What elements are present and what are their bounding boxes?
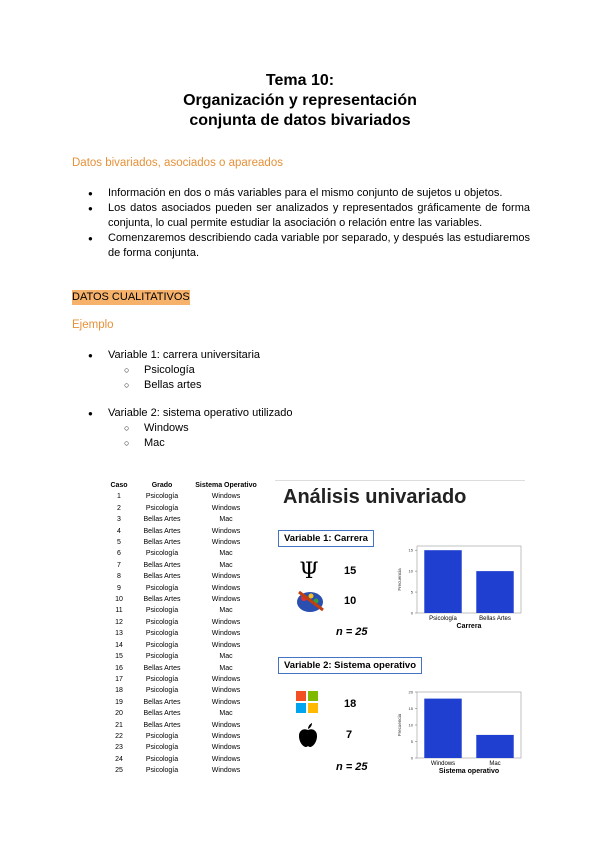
psicologia-count: 15 (344, 565, 357, 577)
windows-icon (295, 690, 319, 719)
case-number: 4 (117, 527, 121, 535)
carrera-bar-1 (476, 571, 513, 613)
grado-cell: Bellas Artes (143, 710, 181, 718)
table-row (105, 742, 261, 753)
sistema-cell: Mac (219, 710, 233, 718)
sistema-cell: Windows (211, 721, 241, 729)
case-number: 18 (115, 687, 123, 695)
table-row (105, 548, 261, 559)
sistema-xtick-label: Windows (430, 761, 456, 767)
var2-n-total: n = 25 (336, 761, 368, 773)
case-number: 7 (117, 561, 121, 569)
sistema-cell: Windows (211, 630, 241, 638)
case-number: 5 (117, 539, 121, 547)
grado-cell: Bellas Artes (143, 721, 181, 729)
carrera-xlabel: Carrera (456, 623, 482, 630)
table-row (105, 628, 261, 639)
carrera-ytick-label: 0 (410, 610, 413, 616)
grado-cell: Psicología (145, 755, 179, 763)
table-row (105, 560, 261, 571)
case-number: 19 (115, 698, 123, 706)
grado-cell: Psicología (145, 630, 179, 638)
sub-bullet-item: ○ Mac (144, 436, 530, 451)
variable-1-box: Variable 1: Carrera (278, 530, 374, 547)
case-number: 16 (115, 664, 123, 672)
table-row (105, 674, 261, 685)
sub-bullet-item: ○ Bellas artes (144, 378, 530, 393)
table-row (105, 663, 261, 674)
case-number: 24 (115, 755, 123, 763)
sistema-cell: Mac (219, 550, 233, 558)
grado-cell: Psicología (145, 493, 179, 501)
sistema-cell: Windows (211, 539, 241, 547)
sistema-ytick-label: 5 (410, 739, 413, 744)
table-row (105, 697, 261, 708)
sistema-cell: Windows (211, 641, 241, 649)
sistema-cell: Windows (211, 527, 241, 535)
case-number: 20 (115, 710, 123, 718)
grado-cell: Bellas Artes (143, 539, 181, 547)
case-number: 21 (115, 721, 123, 729)
header-caso: Caso (110, 482, 128, 489)
sistema-cell: Windows (211, 504, 241, 512)
variable-2-box: Variable 2: Sistema operativo (278, 657, 422, 674)
case-number: 3 (117, 516, 121, 524)
sistema-ylabel: Frecuencia (397, 713, 402, 737)
sub-bullet-item: ○ Psicología (144, 363, 530, 378)
table-row (105, 708, 261, 719)
grado-cell: Psicología (145, 675, 179, 683)
grado-cell: Bellas Artes (143, 596, 181, 604)
case-number: 15 (115, 653, 123, 661)
section-heading-bivariados: Datos bivariados, asociados o apareados (72, 157, 283, 169)
table-row (105, 503, 261, 514)
sub-bullet-item: ○ Windows (144, 421, 530, 436)
case-number: 2 (117, 504, 121, 512)
sistema-cell: Windows (211, 767, 241, 775)
sistema-xlabel: Sistema operativo (438, 768, 500, 775)
title-line-2: Organización y representación (183, 92, 417, 109)
table-row (105, 640, 261, 651)
sistema-cell: Mac (219, 561, 233, 569)
cases-table (105, 480, 261, 777)
windows-count: 18 (344, 698, 357, 710)
figure-divider (275, 480, 525, 481)
variable-2-list (72, 406, 530, 451)
analysis-figure (105, 480, 525, 780)
sistema-ytick-label: 15 (408, 706, 413, 711)
case-number: 11 (115, 607, 123, 615)
grado-cell: Psicología (145, 732, 179, 740)
table-row (105, 594, 261, 605)
carrera-xtick-label: Bellas Artes (479, 616, 511, 622)
carrera-ytick-label: 15 (408, 547, 413, 553)
grado-cell: Psicología (145, 618, 179, 626)
grado-cell: Bellas Artes (143, 698, 181, 706)
grado-cell: Psicología (145, 584, 179, 592)
grado-cell: Psicología (145, 744, 179, 752)
grado-cell: Bellas Artes (143, 561, 181, 569)
grado-cell: Psicología (145, 550, 179, 558)
analysis-title: Análisis univariado (283, 486, 467, 508)
case-number: 13 (115, 630, 123, 638)
carrera-bar-0 (424, 550, 461, 613)
title-line-1: Tema 10: (265, 72, 335, 89)
carrera-xtick-label: Psicología (429, 616, 457, 622)
table-row (105, 685, 261, 696)
sistema-cell: Windows (211, 687, 241, 695)
table-row (105, 605, 261, 616)
sistema-cell: Mac (219, 607, 233, 615)
grado-cell: Bellas Artes (143, 516, 181, 524)
bivariate-bullet-list (72, 186, 530, 261)
carrera-bar-chart (395, 540, 525, 635)
bullet-item: ● Comenzaremos describiendo cada variable por separado, y después las estudiaremos de forma conjunta. (108, 231, 530, 261)
table-row (105, 571, 261, 582)
highlighted-heading: DATOS CUALITATIVOS (72, 291, 190, 303)
table-row (105, 491, 261, 502)
table-row (105, 514, 261, 525)
grado-cell: Bellas Artes (143, 573, 181, 581)
carrera-ylabel: Frecuencia (397, 568, 402, 591)
sistema-cell: Mac (219, 653, 233, 661)
header-grado: Grado (151, 482, 173, 489)
grado-cell: Psicología (145, 607, 179, 615)
header-sistema: Sistema Operativo (195, 482, 257, 489)
carrera-ytick-label: 10 (408, 568, 413, 574)
sistema-bar-1 (476, 735, 513, 758)
carrera-ytick-label: 5 (410, 589, 413, 595)
sistema-bar-0 (424, 699, 461, 758)
sistema-bar-chart (395, 686, 525, 780)
sistema-cell: Mac (219, 516, 233, 524)
table-row (105, 765, 261, 776)
bellas-artes-count: 10 (344, 595, 357, 607)
bullet-item: ● Variable 1: carrera universitaria (108, 348, 530, 363)
sistema-cell: Mac (219, 664, 233, 672)
case-number: 12 (115, 618, 123, 626)
grado-cell: Psicología (145, 767, 179, 775)
sistema-ytick-label: 20 (408, 689, 413, 695)
case-number: 6 (117, 550, 121, 558)
art-palette-icon (295, 588, 327, 619)
sistema-cell: Windows (211, 732, 241, 740)
example-heading: Ejemplo (72, 319, 114, 331)
grado-cell: Psicología (145, 653, 179, 661)
bullet-item: ● Información en dos o más variables para el mismo conjunto de sujetos u objetos. (108, 186, 530, 201)
sistema-ytick-label: 0 (410, 755, 413, 761)
grado-cell: Bellas Artes (143, 527, 181, 535)
variable-1-list (72, 348, 530, 393)
mac-count: 7 (346, 729, 353, 741)
table-row (105, 720, 261, 731)
apple-icon (296, 722, 320, 753)
title-line-3: conjunta de datos bivariados (189, 112, 411, 129)
case-number: 14 (115, 641, 123, 649)
case-number: 17 (115, 675, 123, 683)
grado-cell: Psicología (145, 504, 179, 512)
sistema-cell: Windows (211, 698, 241, 706)
table-row (105, 583, 261, 594)
table-row (105, 617, 261, 628)
bullet-item: ● Variable 2: sistema operativo utilizado (108, 406, 530, 421)
table-row (105, 651, 261, 662)
sistema-cell: Windows (211, 744, 241, 752)
case-number: 10 (115, 596, 123, 604)
sistema-cell: Windows (211, 618, 241, 626)
case-number: 22 (115, 732, 123, 740)
page-title (0, 71, 600, 131)
case-number: 1 (117, 493, 121, 501)
case-number: 9 (117, 584, 121, 592)
sistema-ytick-label: 10 (408, 722, 413, 728)
grado-cell: Bellas Artes (143, 664, 181, 672)
var1-n-total: n = 25 (336, 626, 368, 638)
table-row (105, 526, 261, 537)
psi-icon (297, 558, 321, 587)
grado-cell: Psicología (145, 641, 179, 649)
sistema-cell: Windows (211, 755, 241, 763)
case-number: 25 (115, 767, 123, 775)
sistema-cell: Windows (211, 584, 241, 592)
grado-cell: Psicología (145, 687, 179, 695)
sistema-cell: Windows (211, 573, 241, 581)
case-number: 23 (115, 744, 123, 752)
case-number: 8 (117, 573, 121, 581)
sistema-xtick-label: Mac (489, 761, 501, 767)
sistema-cell: Windows (211, 675, 241, 683)
svg-text:Ψ: Ψ (299, 559, 319, 582)
table-row (105, 731, 261, 742)
table-row (105, 537, 261, 548)
bullet-item: ● Los datos asociados pueden ser analizados y representados gráficamente de forma conjunta, lo cual permite estudiar la asociación o relación entre las variables. (108, 201, 530, 231)
sistema-cell: Windows (211, 596, 241, 604)
table-row (105, 754, 261, 765)
sistema-cell: Windows (211, 493, 241, 501)
